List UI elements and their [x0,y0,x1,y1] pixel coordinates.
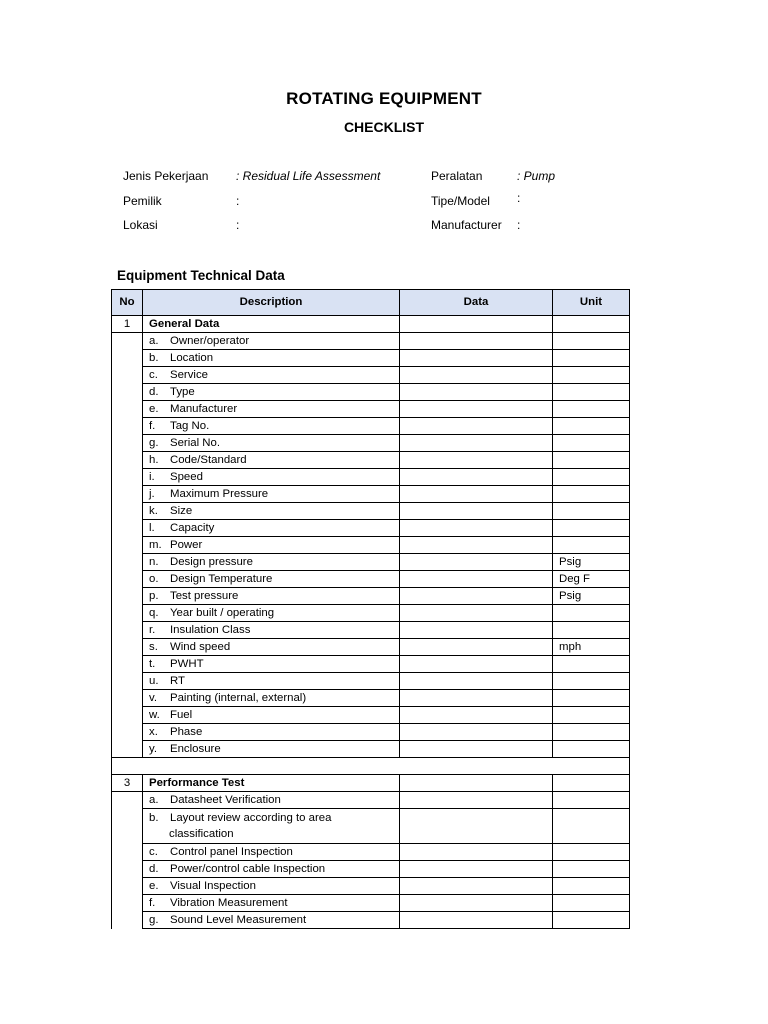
technical-data-table [111,289,630,929]
description-cell [143,792,400,809]
unit-cell: Psig [553,588,630,605]
unit-cell [553,384,630,401]
table-row [112,895,630,912]
unit-cell [553,861,630,878]
group-row-general-data [112,316,630,333]
description-cell [143,741,400,758]
data-cell [400,418,553,435]
number-cell [112,537,143,554]
table-row [112,844,630,861]
item-marker: r. [149,623,156,636]
data-cell [400,707,553,724]
data-cell [400,912,553,929]
item-label: Wind speed [170,640,231,653]
unit-cell [553,316,630,333]
data-cell [400,452,553,469]
unit-cell [553,895,630,912]
item-marker: o. [149,572,159,585]
item-label: RT [170,674,185,687]
item-label: Fuel [170,708,193,721]
number-cell [112,435,143,452]
group-title: General Data [143,316,400,333]
unit-cell [553,486,630,503]
meta-value: : [517,191,521,205]
number-cell [112,844,143,861]
item-marker: x. [149,725,158,738]
description-cell [143,537,400,554]
number-cell [112,367,143,384]
data-cell [400,724,553,741]
item-label: Enclosure [170,742,221,755]
item-marker: f. [149,419,156,432]
description-cell [143,554,400,571]
table-row [112,571,630,588]
table-row [112,469,630,486]
item-marker: f. [149,896,156,909]
item-label: Service [170,368,208,381]
table-row [112,639,630,656]
meta-value: : [236,194,240,208]
number-cell [112,690,143,707]
unit-cell [553,401,630,418]
item-marker: p. [149,589,159,602]
item-marker: s. [149,640,158,653]
number-cell [112,520,143,537]
table-row [112,384,630,401]
table-row [112,724,630,741]
meta-label: Manufacturer [431,218,502,232]
table-row [112,605,630,622]
item-marker: b. [149,351,159,364]
number-cell [112,588,143,605]
item-label: Tag No. [170,419,210,432]
table-row [112,707,630,724]
description-cell [143,639,400,656]
unit-cell [553,452,630,469]
meta-label: Jenis Pekerjaan [123,169,209,183]
unit-cell [553,844,630,861]
item-label: Manufacturer [170,402,238,415]
unit-cell [553,469,630,486]
data-cell [400,316,553,333]
item-marker: d. [149,862,159,875]
group-number: 3 [112,775,143,792]
item-marker: l. [149,521,155,534]
item-marker: n. [149,555,159,568]
number-cell [112,912,143,929]
table-row [112,401,630,418]
data-cell [400,537,553,554]
spacer-row [112,758,630,775]
table-row [112,503,630,520]
data-cell [400,741,553,758]
item-label: Speed [170,470,203,483]
unit-cell [553,792,630,809]
unit-cell: Psig [553,554,630,571]
data-cell [400,384,553,401]
unit-cell [553,775,630,792]
data-cell [400,588,553,605]
item-label-continued: classification [169,828,234,840]
data-cell [400,520,553,537]
item-marker: y. [149,742,158,755]
data-cell [400,350,553,367]
unit-cell [553,724,630,741]
item-label: Vibration Measurement [170,896,288,909]
unit-cell [553,878,630,895]
item-label: Maximum Pressure [170,487,269,500]
table-row [112,418,630,435]
item-marker: k. [149,504,158,517]
number-cell [112,895,143,912]
number-cell [112,878,143,895]
item-label: Capacity [170,521,215,534]
data-cell [400,469,553,486]
number-cell [112,401,143,418]
item-label: Serial No. [170,436,221,449]
description-cell [143,809,400,844]
item-marker: d. [149,385,159,398]
group-title: Performance Test [143,775,400,792]
number-cell [112,571,143,588]
meta-label: Lokasi [123,218,158,232]
description-cell [143,418,400,435]
item-label: Power [170,538,203,551]
data-cell [400,878,553,895]
description-cell [143,435,400,452]
item-label: Sound Level Measurement [170,913,307,926]
number-cell [112,418,143,435]
description-cell [143,588,400,605]
item-marker: v. [149,691,158,704]
meta-label: Tipe/Model [431,194,490,208]
description-cell [143,844,400,861]
description-cell [143,571,400,588]
data-cell [400,571,553,588]
meta-value: : [517,218,521,232]
meta-value: : Pump [517,169,556,183]
unit-cell [553,605,630,622]
item-marker: e. [149,402,159,415]
table-row [112,588,630,605]
item-marker: w. [149,708,160,721]
col-header-no: No [112,290,143,316]
description-cell [143,690,400,707]
data-cell [400,656,553,673]
item-marker: q. [149,606,159,619]
item-label: Test pressure [170,589,239,602]
table-row [112,673,630,690]
unit-cell [553,707,630,724]
number-cell [112,861,143,878]
unit-cell [553,622,630,639]
data-cell [400,775,553,792]
table-row [112,741,630,758]
description-cell [143,486,400,503]
item-marker: a. [149,334,159,347]
document-title: ROTATING EQUIPMENT [286,89,482,108]
number-cell [112,809,143,844]
table-row [112,367,630,384]
item-marker: g. [149,436,159,449]
data-cell [400,622,553,639]
item-label: Owner/operator [170,334,250,347]
unit-cell [553,367,630,384]
data-cell [400,333,553,350]
table-row [112,861,630,878]
item-marker: c. [149,368,158,381]
number-cell [112,622,143,639]
description-cell [143,878,400,895]
description-cell [143,622,400,639]
item-marker: e. [149,879,159,892]
item-label: Design Temperature [170,572,273,585]
item-label: Year built / operating [170,606,275,619]
number-cell [112,384,143,401]
table-row [112,809,630,844]
item-marker: c. [149,845,158,858]
item-label: Size [170,504,193,517]
data-cell [400,605,553,622]
description-cell [143,452,400,469]
description-cell [143,724,400,741]
unit-cell [553,537,630,554]
col-header-description: Description [143,290,400,316]
col-header-data: Data [400,290,553,316]
item-label: Control panel Inspection [170,845,293,858]
item-marker: a. [149,793,159,806]
item-label: Type [170,385,195,398]
item-marker: u. [149,674,159,687]
item-label: PWHT [170,657,204,670]
number-cell [112,792,143,809]
item-marker: g. [149,913,159,926]
item-marker: b. [149,812,159,824]
unit-cell [553,333,630,350]
number-cell [112,656,143,673]
item-marker: t. [149,657,156,670]
item-label: Power/control cable Inspection [170,862,326,875]
unit-cell [553,503,630,520]
description-cell [143,333,400,350]
number-cell [112,707,143,724]
unit-cell: mph [553,639,630,656]
number-cell [112,554,143,571]
item-label: Design pressure [170,555,253,568]
data-cell [400,861,553,878]
item-label: Datasheet Verification [170,793,281,806]
description-cell [143,520,400,537]
data-cell [400,792,553,809]
table-row [112,350,630,367]
description-cell [143,673,400,690]
description-cell [143,707,400,724]
description-cell [143,895,400,912]
data-cell [400,690,553,707]
table-row [112,486,630,503]
description-cell [143,861,400,878]
item-label: Layout review according to area [170,812,332,824]
data-cell [400,503,553,520]
table-row [112,792,630,809]
unit-cell [553,350,630,367]
data-cell [400,639,553,656]
unit-cell [553,741,630,758]
table-header-row [112,290,630,316]
number-cell [112,333,143,350]
unit-cell: Deg F [553,571,630,588]
data-cell [400,554,553,571]
meta-label: Peralatan [431,169,483,183]
table-row [112,520,630,537]
description-cell [143,350,400,367]
description-cell [143,503,400,520]
table-row [112,656,630,673]
item-label: Location [170,351,214,364]
item-marker: m. [149,538,162,551]
number-cell [112,469,143,486]
description-cell [143,912,400,929]
number-cell [112,605,143,622]
meta-value: : Residual Life Assessment [236,169,381,183]
data-cell [400,401,553,418]
number-cell [112,639,143,656]
meta-label: Pemilik [123,194,162,208]
description-cell [143,656,400,673]
data-cell [400,809,553,844]
table-row [112,435,630,452]
table-row [112,690,630,707]
unit-cell [553,809,630,844]
number-cell [112,503,143,520]
item-label: Insulation Class [170,623,251,636]
unit-cell [553,418,630,435]
description-cell [143,469,400,486]
description-cell [143,384,400,401]
description-cell [143,401,400,418]
data-cell [400,673,553,690]
table-row [112,452,630,469]
group-row-performance-test [112,775,630,792]
item-marker: j. [149,487,155,500]
table-row [112,554,630,571]
number-cell [112,741,143,758]
unit-cell [553,656,630,673]
data-cell [400,895,553,912]
number-cell [112,486,143,503]
item-marker: h. [149,453,159,466]
item-label: Painting (internal, external) [170,691,307,704]
col-header-unit: Unit [553,290,630,316]
table-row [112,622,630,639]
unit-cell [553,912,630,929]
unit-cell [553,673,630,690]
table-row [112,878,630,895]
meta-value: : [236,218,240,232]
number-cell [112,350,143,367]
number-cell [112,724,143,741]
unit-cell [553,435,630,452]
number-cell [112,452,143,469]
table-row [112,333,630,350]
data-cell [400,844,553,861]
data-cell [400,435,553,452]
group-number: 1 [112,316,143,333]
table-row [112,912,630,929]
section-heading: Equipment Technical Data [117,268,285,283]
data-cell [400,486,553,503]
table-row [112,537,630,554]
unit-cell [553,690,630,707]
item-label: Phase [170,725,203,738]
document-subtitle: CHECKLIST [343,119,425,135]
number-cell [112,673,143,690]
data-cell [400,367,553,384]
item-label: Visual Inspection [170,879,256,892]
description-cell [143,605,400,622]
description-cell [143,367,400,384]
item-marker: i. [149,470,155,483]
unit-cell [553,520,630,537]
item-label: Code/Standard [170,453,247,466]
